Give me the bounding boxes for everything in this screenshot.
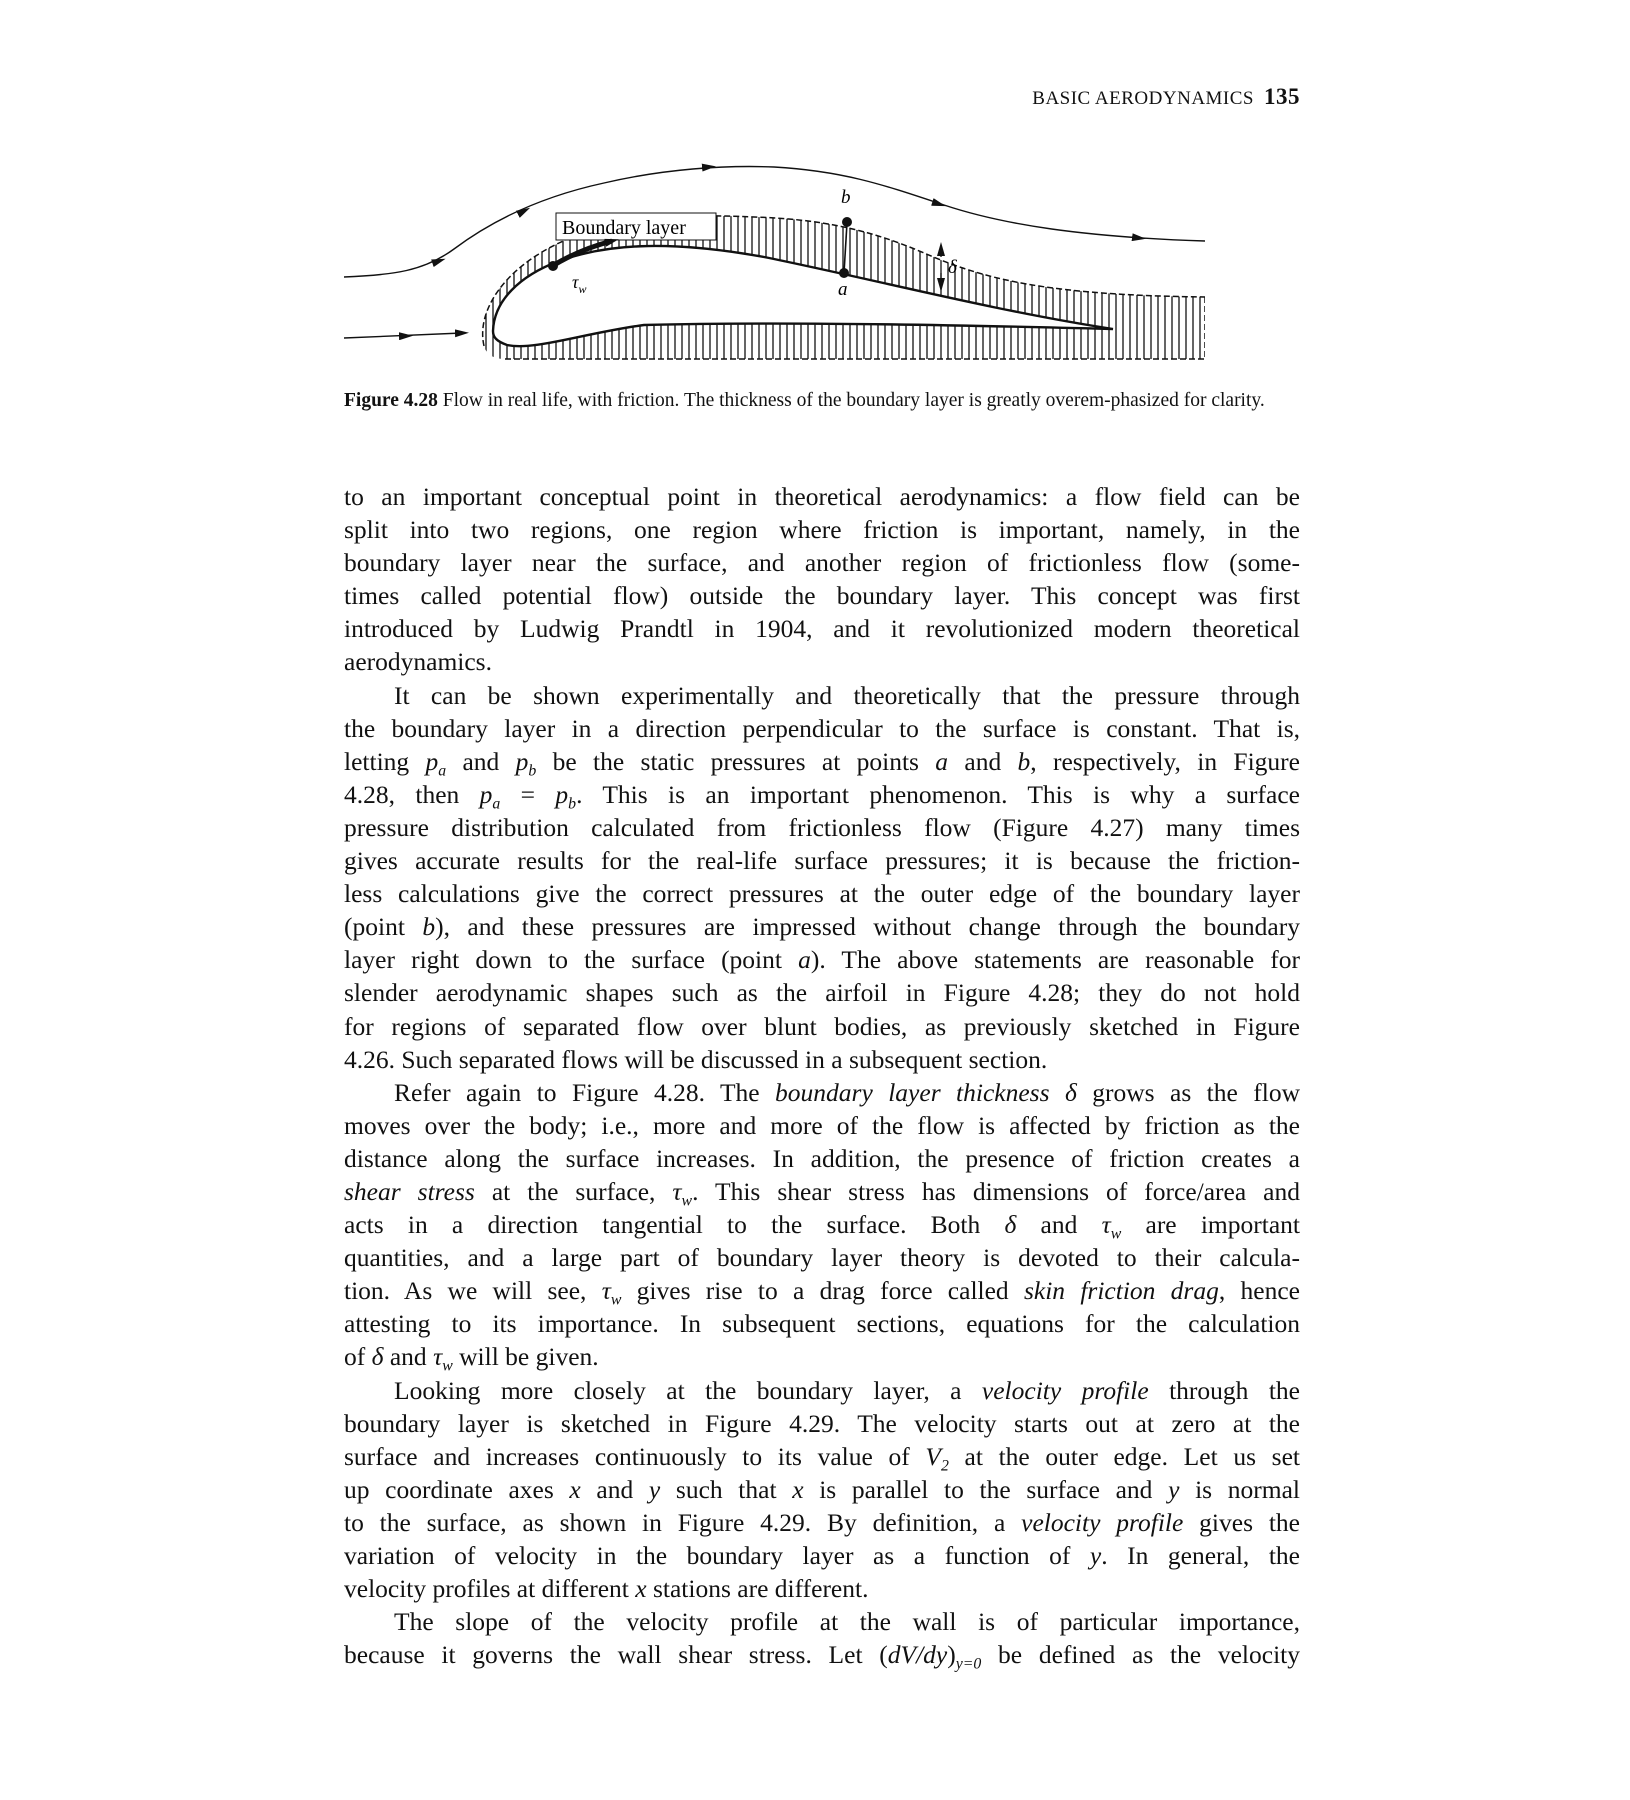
text-run: are important	[1121, 1210, 1300, 1240]
tau-w-point	[548, 261, 558, 271]
text-line	[344, 1307, 1300, 1340]
text-run: gives accurate results for the real-life surface pressures; it is because the friction-	[344, 846, 1300, 876]
point-a-label: a	[838, 279, 848, 300]
text-run: . In general, the	[1101, 1541, 1300, 1570]
italic-run: y	[1168, 1474, 1180, 1504]
text-run: the boundary layer in a direction perpendicular to the surface is constant. That is,	[344, 713, 1300, 743]
text-line	[344, 1572, 1300, 1605]
text-run: and	[446, 746, 516, 776]
text-run: (point	[344, 912, 423, 942]
text-run: is parallel to the surface and	[803, 1474, 1169, 1504]
text-run: distance along the surface increases. In addition, the presence of friction creates a	[344, 1143, 1300, 1173]
text-run: to an important conceptual point in theoretical aerodynamics: a flow field can be	[344, 482, 1300, 511]
text-run: letting	[344, 746, 426, 776]
streamline-arrow-icon	[904, 193, 939, 204]
streamline-arrow-icon	[404, 261, 439, 273]
text-run: and	[1016, 1210, 1102, 1240]
italic-run: V	[925, 1441, 941, 1471]
subscript: a	[438, 762, 447, 780]
page-number: 135	[1264, 84, 1300, 109]
text-line	[344, 1241, 1300, 1274]
text-line	[344, 1010, 1300, 1043]
text-line	[344, 1043, 1300, 1076]
italic-run: b	[1017, 746, 1031, 776]
text-run: introduced by Ludwig Prandtl in 1904, and it revolutionized modern theoretical	[344, 614, 1300, 644]
text-line	[344, 480, 1300, 513]
italic-run: x	[635, 1574, 647, 1604]
text-line	[344, 811, 1300, 844]
text-line	[344, 1506, 1300, 1539]
text-run: It can be shown experimentally and theoretically that the pressure through	[394, 680, 1300, 710]
text-run: be the static pressures at points	[536, 746, 936, 776]
figure-caption	[344, 386, 1300, 415]
text-run: grows as the flow	[1076, 1077, 1301, 1107]
italic-run: p	[515, 746, 529, 776]
italic-run: a	[798, 945, 811, 975]
text-run: and	[383, 1342, 434, 1372]
italic-run: x	[792, 1474, 804, 1504]
italic-run: a	[935, 746, 949, 776]
text-run: less calculations give the correct pressures at the outer edge of the boundary layer	[344, 879, 1300, 909]
text-run: at the surface,	[474, 1176, 673, 1206]
text-run: Refer again to Figure 4.28. The	[394, 1077, 776, 1107]
italic-run: b	[422, 912, 436, 942]
italic-run: τ	[672, 1176, 682, 1206]
text-run: of	[344, 1342, 372, 1372]
text-run: be defined as the velocity	[981, 1640, 1300, 1670]
text-run: variation of velocity in the boundary layer as a function of	[344, 1541, 1090, 1570]
text-line	[344, 1638, 1300, 1671]
text-line	[344, 1142, 1300, 1175]
text-run: velocity profiles at different	[344, 1574, 636, 1604]
subscript: b	[528, 762, 537, 780]
boundary-layer-label: Boundary layer	[562, 217, 686, 239]
running-head	[1032, 84, 1300, 110]
italic-run: p	[479, 779, 493, 809]
text-run: times called potential flow) outside the boundary layer. This concept was first	[344, 581, 1300, 611]
italic-run: velocity profile	[981, 1375, 1149, 1405]
text-run: to the surface, as shown in Figure 4.29. By definition, a	[344, 1507, 1022, 1537]
text-run: quantities, and a large part of boundary layer theory is devoted to their calcula-	[344, 1243, 1300, 1273]
airfoil-diagram	[344, 161, 1205, 386]
text-line	[344, 1407, 1300, 1440]
text-line	[344, 1473, 1300, 1506]
text-run: . This is an important phenomenon. This is why a surface	[576, 779, 1300, 809]
text-line	[344, 1208, 1300, 1241]
text-line	[344, 745, 1300, 778]
text-run: because it governs the wall shear stress. Let (	[344, 1640, 888, 1670]
text-run: is normal	[1179, 1474, 1300, 1504]
text-run: up coordinate axes	[344, 1474, 570, 1504]
subscript: w	[610, 1291, 622, 1309]
text-line	[344, 645, 1300, 678]
text-line	[344, 778, 1300, 811]
italic-run: y	[1089, 1541, 1102, 1570]
caption-lead: Figure 4.28	[344, 390, 438, 411]
text-run: for regions of separated flow over blunt bodies, as previously sketched in Figure	[344, 1011, 1300, 1041]
italic-run: dV/dy	[887, 1640, 948, 1670]
text-run: at the outer edge. Let us set	[948, 1441, 1300, 1471]
streamline-lower	[344, 333, 462, 338]
text-line	[344, 1274, 1300, 1307]
text-run: gives rise to a drag force called	[621, 1276, 1024, 1306]
text-run: ), and these pressures are impressed without change through the boundary	[435, 912, 1300, 942]
text-run: 4.28, then	[344, 779, 480, 809]
running-title: BASIC AERODYNAMICS	[1032, 88, 1254, 109]
text-line	[344, 1076, 1300, 1109]
text-run: tion. As we will see,	[344, 1276, 602, 1306]
subscript: a	[492, 795, 501, 813]
italic-run: τ	[433, 1342, 443, 1372]
italic-run: boundary layer thickness δ	[775, 1077, 1077, 1107]
text-run: , respectively, in Figure	[1030, 746, 1300, 776]
text-run: ). The above statements are reasonable for	[810, 945, 1300, 975]
point-b-label: b	[841, 187, 851, 208]
text-run: . This shear stress has dimensions of force/area and	[692, 1176, 1300, 1206]
text-line	[344, 943, 1300, 976]
text-run: layer right down to the surface (point	[344, 945, 799, 975]
subscript: y=0	[955, 1655, 982, 1673]
text-line	[344, 546, 1300, 579]
figure-airfoil-boundary-layer	[344, 161, 1205, 386]
italic-run: skin friction drag	[1023, 1276, 1219, 1306]
text-run: pressure distribution calculated from frictionless flow (Figure 4.27) many times	[344, 812, 1300, 842]
text-run: moves over the body; i.e., more and more of the flow is affected by friction as the	[344, 1110, 1300, 1140]
text-run: 4.26. Such separated flows will be discussed in a subsequent section.	[344, 1044, 1048, 1074]
text-run: and	[948, 746, 1018, 776]
subscript: w	[681, 1192, 693, 1210]
body-text	[344, 480, 1300, 1671]
italic-run: velocity profile	[1021, 1507, 1184, 1537]
subscript: 2	[940, 1457, 949, 1475]
text-line	[344, 513, 1300, 546]
text-run: slender aerodynamic shapes such as the airfoil in Figure 4.28; they do not hold	[344, 978, 1300, 1008]
text-run: through the	[1148, 1375, 1300, 1405]
text-line	[344, 976, 1300, 1009]
text-run: acts in a direction tangential to the surface. Both	[344, 1210, 1005, 1240]
italic-run: p	[425, 746, 439, 776]
text-line	[344, 877, 1300, 910]
italic-run: δ	[371, 1342, 384, 1372]
tau-w-subscript: w	[578, 282, 587, 296]
text-run: such that	[660, 1474, 793, 1504]
text-run: will be given.	[452, 1342, 599, 1372]
text-line	[344, 1539, 1300, 1572]
text-line	[344, 1440, 1300, 1473]
text-line	[344, 712, 1300, 745]
text-line	[344, 910, 1300, 943]
text-run: gives the	[1183, 1507, 1301, 1537]
text-line	[344, 612, 1300, 645]
text-line	[344, 1175, 1300, 1208]
text-line	[344, 844, 1300, 877]
italic-run: τ	[1101, 1210, 1111, 1240]
text-line	[344, 579, 1300, 612]
text-line	[344, 679, 1300, 712]
text-run: boundary layer near the surface, and another region of frictionless flow (some-	[344, 548, 1300, 578]
text-run: Looking more closely at the boundary layer, a	[394, 1375, 982, 1405]
delta-label: δ	[948, 257, 957, 278]
subscript: w	[442, 1357, 453, 1375]
text-run: )	[947, 1640, 956, 1670]
text-line	[344, 1605, 1300, 1638]
text-run: =	[500, 779, 556, 809]
text-run: The slope of the velocity profile at the wall is of particular importance,	[394, 1607, 1300, 1637]
subscript: b	[568, 795, 577, 813]
italic-run: y	[648, 1474, 661, 1504]
tau-w-label: τ	[572, 272, 579, 292]
streamline-arrow-icon	[494, 211, 524, 227]
text-line	[344, 1340, 1300, 1373]
text-line	[344, 1109, 1300, 1142]
caption-text: Flow in real life, with friction. The thickness of the boundary layer is greatly overem-phasized for clarity.	[442, 390, 1265, 411]
text-run: split into two regions, one region where friction is important, namely, in the	[344, 515, 1300, 545]
text-run: aerodynamics.	[344, 647, 492, 677]
text-run: boundary layer is sketched in Figure 4.29. The velocity starts out at zero at the	[344, 1408, 1300, 1438]
italic-run: τ	[601, 1276, 611, 1306]
text-run: and	[580, 1474, 649, 1504]
text-line	[344, 1374, 1300, 1407]
subscript: w	[1110, 1225, 1122, 1243]
point-b-marker	[842, 217, 852, 227]
italic-run: p	[555, 779, 569, 809]
text-run: attesting to its importance. In subsequent sections, equations for the calculation	[344, 1309, 1300, 1339]
italic-run: x	[569, 1474, 581, 1504]
point-a-marker	[839, 268, 849, 278]
text-run: surface and increases continuously to its value of	[344, 1441, 926, 1471]
text-run: , hence	[1218, 1276, 1300, 1306]
italic-run: δ	[1004, 1210, 1017, 1240]
italic-run: shear stress	[344, 1176, 475, 1206]
text-run: stations are different.	[646, 1574, 869, 1604]
